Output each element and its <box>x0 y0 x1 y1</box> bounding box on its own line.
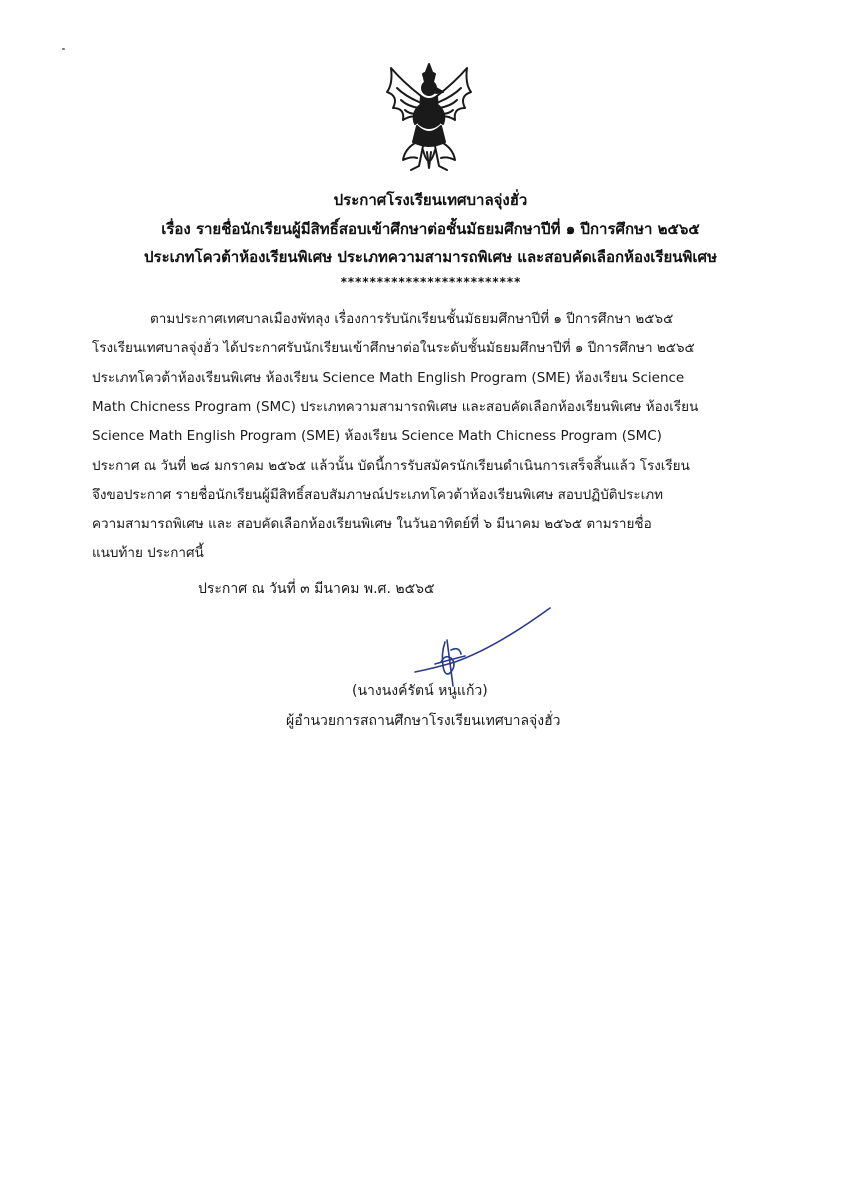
body-line: ประกาศ ณ วันที่ ๒๘ มกราคม ๒๕๖๕ แล้วนั้น บัดนี้การรับสมัครนักเรียนดำเนินการเสร็จสิ้นแล้ว โรงเรียน <box>92 458 690 474</box>
signer-name: (นางนงค์รัตน์ หนูแก้ว) <box>352 683 488 699</box>
body-line: โรงเรียนเทศบาลจุ่งฮั่ว ได้ประกาศรับนักเรียนเข้าศึกษาต่อในระดับชั้นมัธยมศึกษาปีที่ ๑ ปีการศึกษา ๒๕๖๕ <box>92 340 695 356</box>
scan-speck <box>62 48 65 50</box>
announcement-subject: เรื่อง รายชื่อนักเรียนผู้มีสิทธิ์สอบเข้าศึกษาต่อชั้นมัธยมศึกษาปีที่ ๑ ปีการศึกษา ๒๕๖๕ <box>161 220 700 238</box>
body-line: ตามประกาศเทศบาลเมืองพัทลุง เรื่องการรับนักเรียนชั้นมัธยมศึกษาปีที่ ๑ ปีการศึกษา ๒๕๖๕ <box>150 311 674 327</box>
announcement-date: ประกาศ ณ วันที่ ๓ มีนาคม พ.ศ. ๒๕๖๕ <box>198 581 435 597</box>
body-line: แนบท้าย ประกาศนี้ <box>92 545 204 561</box>
separator-stars: ************************* <box>340 275 521 289</box>
announcement-heading: ประกาศโรงเรียนเทศบาลจุ่งฮั่ว <box>333 191 528 209</box>
signer-title: ผู้อำนวยการสถานศึกษาโรงเรียนเทศบาลจุ่งฮั่ว <box>286 713 561 729</box>
body-line: จึงขอประกาศ รายชื่อนักเรียนผู้มีสิทธิ์สอบสัมภาษณ์ประเภทโควต้าห้องเรียนพิเศษ สอบปฏิบัติประเภท <box>92 487 664 503</box>
announcement-categories: ประเภทโควต้าห้องเรียนพิเศษ ประเภทความสามารถพิเศษ และสอบคัดเลือกห้องเรียนพิเศษ <box>144 248 717 266</box>
garuda-emblem-icon <box>383 62 475 174</box>
body-line: Science Math English Program (SME) ห้องเรียน Science Math Chicness Program (SMC) <box>92 428 662 444</box>
body-line: Math Chicness Program (SMC) ประเภทความสามารถพิเศษ และสอบคัดเลือกห้องเรียนพิเศษ ห้องเรียน <box>92 399 699 415</box>
body-line: ความสามารถพิเศษ และ สอบคัดเลือกห้องเรียนพิเศษ ในวันอาทิตย์ที่ ๖ มีนาคม ๒๕๖๕ ตามรายชื่อ <box>92 516 652 532</box>
body-line: ประเภทโควต้าห้องเรียนพิเศษ ห้องเรียน Science Math English Program (SME) ห้องเรียน Science <box>92 370 685 386</box>
